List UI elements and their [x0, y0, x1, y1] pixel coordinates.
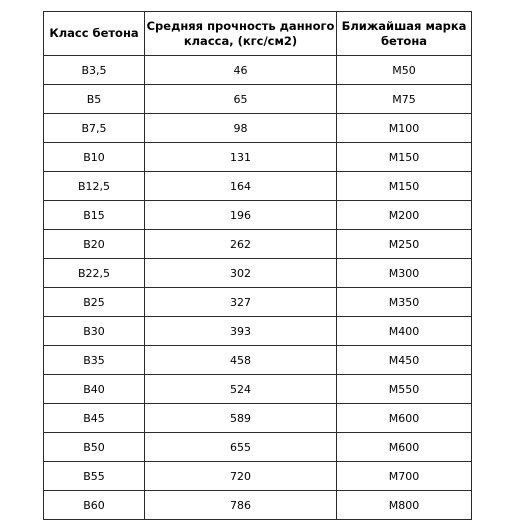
header-nearest-grade: Ближайшая марка бетона	[337, 12, 472, 56]
cell-nearest-grade: M600	[337, 433, 472, 462]
cell-nearest-grade: M250	[337, 230, 472, 259]
cell-average-strength: 164	[145, 172, 337, 201]
table-row	[44, 114, 472, 143]
table-row	[44, 259, 472, 288]
table-row	[44, 143, 472, 172]
cell-concrete-class: B15	[44, 201, 145, 230]
cell-average-strength: 786	[145, 491, 337, 520]
cell-concrete-class: B30	[44, 317, 145, 346]
cell-nearest-grade: M800	[337, 491, 472, 520]
cell-nearest-grade: M600	[337, 404, 472, 433]
cell-concrete-class: B7,5	[44, 114, 145, 143]
cell-average-strength: 720	[145, 462, 337, 491]
cell-nearest-grade: M450	[337, 346, 472, 375]
table-row	[44, 85, 472, 114]
cell-nearest-grade: M50	[337, 56, 472, 85]
cell-nearest-grade: M200	[337, 201, 472, 230]
cell-nearest-grade: M150	[337, 143, 472, 172]
cell-concrete-class: B45	[44, 404, 145, 433]
cell-average-strength: 655	[145, 433, 337, 462]
header-concrete-class: Класс бетона	[44, 12, 145, 56]
cell-average-strength: 262	[145, 230, 337, 259]
cell-average-strength: 524	[145, 375, 337, 404]
cell-average-strength: 131	[145, 143, 337, 172]
table-header	[44, 12, 472, 56]
cell-average-strength: 302	[145, 259, 337, 288]
cell-nearest-grade: M300	[337, 259, 472, 288]
table-row	[44, 491, 472, 520]
table-row	[44, 56, 472, 85]
cell-concrete-class: B55	[44, 462, 145, 491]
table-row	[44, 462, 472, 491]
cell-concrete-class: B5	[44, 85, 145, 114]
cell-nearest-grade: M75	[337, 85, 472, 114]
header-row	[44, 12, 472, 56]
cell-average-strength: 196	[145, 201, 337, 230]
cell-average-strength: 589	[145, 404, 337, 433]
cell-concrete-class: B25	[44, 288, 145, 317]
cell-concrete-class: B22,5	[44, 259, 145, 288]
cell-nearest-grade: M550	[337, 375, 472, 404]
table-row	[44, 172, 472, 201]
table-row	[44, 346, 472, 375]
cell-nearest-grade: M350	[337, 288, 472, 317]
cell-concrete-class: B40	[44, 375, 145, 404]
cell-concrete-class: B10	[44, 143, 145, 172]
cell-nearest-grade: M150	[337, 172, 472, 201]
table-row	[44, 201, 472, 230]
cell-concrete-class: B50	[44, 433, 145, 462]
table-row	[44, 317, 472, 346]
concrete-grade-table	[43, 11, 472, 520]
cell-average-strength: 65	[145, 85, 337, 114]
header-average-strength: Средняя прочность данного класса, (кгс/см2)	[145, 12, 337, 56]
table-body	[44, 56, 472, 520]
cell-nearest-grade: M700	[337, 462, 472, 491]
cell-nearest-grade: M400	[337, 317, 472, 346]
cell-nearest-grade: M100	[337, 114, 472, 143]
cell-average-strength: 327	[145, 288, 337, 317]
table-row	[44, 404, 472, 433]
cell-average-strength: 393	[145, 317, 337, 346]
cell-concrete-class: B3,5	[44, 56, 145, 85]
table-row	[44, 375, 472, 404]
table-row	[44, 288, 472, 317]
cell-concrete-class: B60	[44, 491, 145, 520]
table-row	[44, 433, 472, 462]
cell-concrete-class: B35	[44, 346, 145, 375]
cell-concrete-class: B12,5	[44, 172, 145, 201]
cell-average-strength: 458	[145, 346, 337, 375]
cell-average-strength: 46	[145, 56, 337, 85]
table-row	[44, 230, 472, 259]
table-container	[43, 11, 472, 520]
cell-average-strength: 98	[145, 114, 337, 143]
cell-concrete-class: B20	[44, 230, 145, 259]
